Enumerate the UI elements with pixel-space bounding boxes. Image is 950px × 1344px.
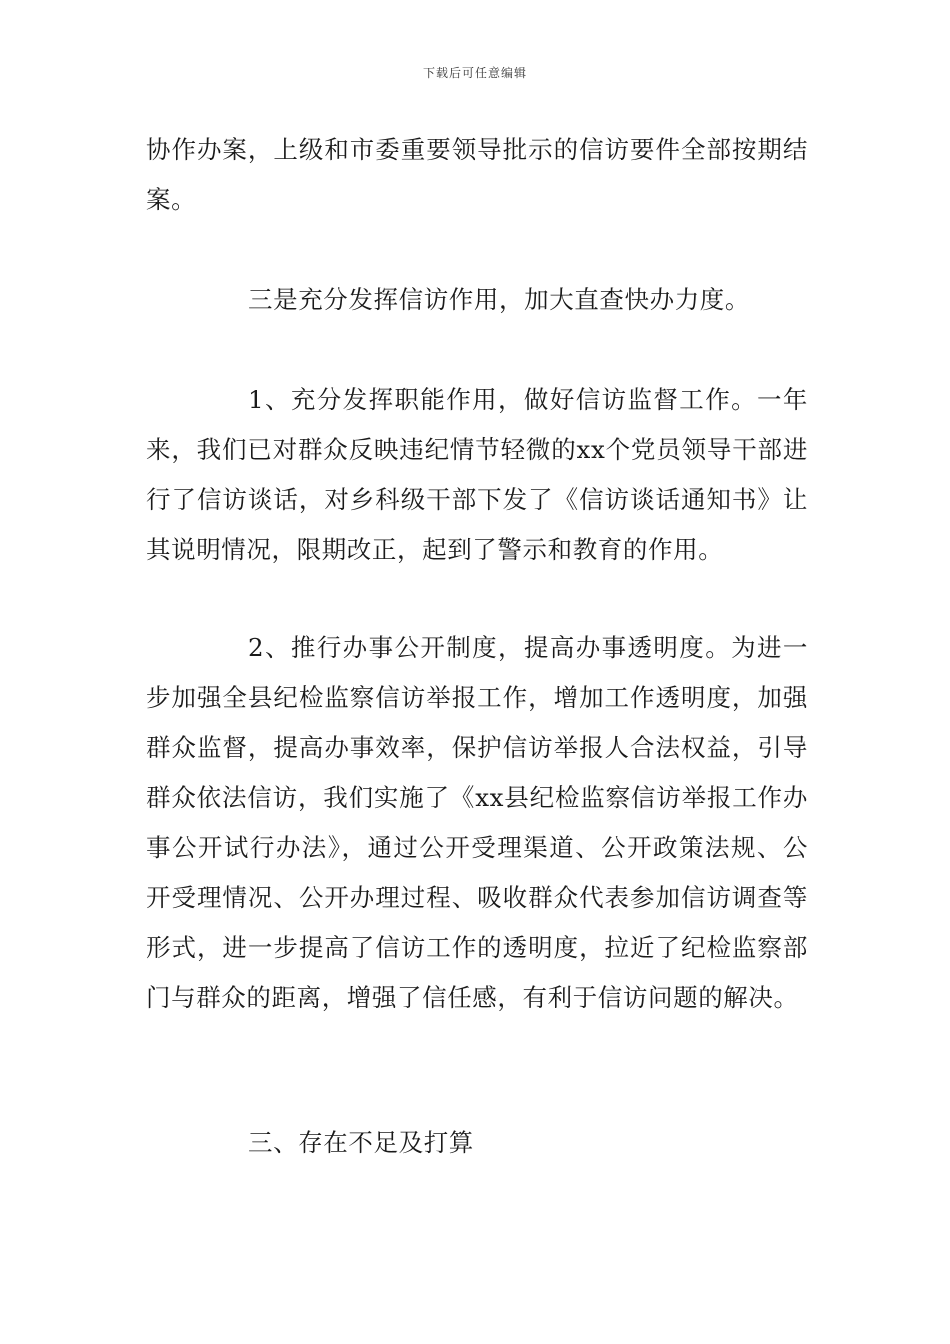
paragraph-continuation: 协作办案，上级和市委重要领导批示的信访要件全部按期结案。	[146, 135, 808, 214]
section-heading: 三、存在不足及打算	[248, 1128, 474, 1157]
paragraph-point-three: 三是充分发挥信访作用，加大直查快办力度。	[248, 285, 750, 314]
header-note: 下载后可任意编辑	[422, 66, 527, 80]
paragraph-item-2: 2、推行办事公开制度，提高办事透明度。为进一步加强全县纪检监察信访举报工作，增加工作透明度，加强群众监督，提高办事效率，保护信访举报人合法权益，引导群众依法信访，我们实施了《xx县纪检监察信访举报工作办事公开试行办法》，通过公开受理渠道、公开政策法规、公开受理情况、公开办理过程、吸收群众代表参加信访调查等形式，进一步提高了信访工作的透明度，拉近了纪检监察部门与群众的距离，增强了信任感，有利于信访问题的解决。	[146, 633, 808, 1012]
paragraph-item-1: 1、充分发挥职能作用，做好信访监督工作。一年来，我们已对群众反映违纪情节轻微的xx个党员领导干部进行了信访谈话，对乡科级干部下发了《信访谈话通知书》让其说明情况，限期改正，起到了警示和教育的作用。	[146, 385, 808, 564]
